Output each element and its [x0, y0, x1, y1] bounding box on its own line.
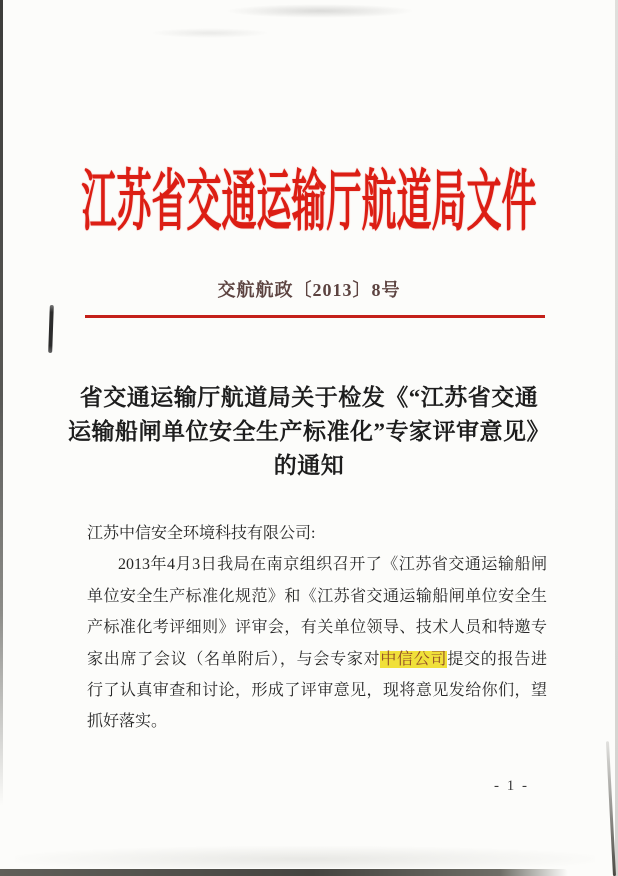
- document-number: 交航航政〔2013〕8号: [217, 280, 401, 300]
- body-text-segment: 提交的报告进: [447, 650, 547, 668]
- highlighted-text: 中信公司: [380, 650, 448, 668]
- scan-top-smudge: [150, 28, 270, 38]
- body-text-segment: 单位安全生产标准化规范》和《江苏省交通运输船闸单位安全生: [87, 587, 547, 605]
- body-text-segment: 产标准化考评细则》评审会，有关单位领导、技术人员和特邀专: [87, 619, 547, 637]
- body-line: [87, 581, 547, 612]
- body-text: [87, 518, 547, 738]
- scan-left-edge-shadow: [0, 0, 3, 876]
- pen-mark-annotation: [48, 305, 54, 353]
- red-letterhead-title: [0, 150, 618, 240]
- body-text-segment: 行了认真审查和讨论，形成了评审意见，现将意见发给你们，望: [87, 682, 547, 700]
- body-text-segment: 家出席了会议（名单附后），与会专家对: [87, 650, 381, 668]
- body-line: [87, 612, 547, 643]
- body-line: [87, 706, 547, 737]
- body-text-segment: 江苏中信安全环境科技有限公司:: [87, 525, 316, 542]
- notice-title-line: 的通知: [273, 453, 345, 478]
- notice-title-line: 运输船闸单位安全生产标准化”专家评审意见》: [68, 419, 550, 444]
- red-divider-line: [85, 315, 545, 318]
- body-line: [87, 549, 547, 580]
- agency-name: 江苏省交通运输厅航道局文件: [81, 165, 537, 240]
- body-text-segment: 2013年4月3日我局在南京组织召开了《江苏省交通运输船闸: [118, 556, 547, 574]
- notice-title-line: 省交通运输厅航道局关于检发《“江苏省交通: [79, 385, 539, 410]
- notice-title: [40, 381, 578, 483]
- body-text-segment: 抓好落实。: [87, 713, 168, 731]
- scan-bottom-shadow: [0, 869, 568, 876]
- body-line: [87, 675, 547, 706]
- scan-top-smudge: [225, 4, 415, 18]
- body-line: [87, 518, 547, 549]
- body-line: [87, 644, 547, 675]
- page-number: - 1 -: [494, 778, 529, 794]
- scan-bottom-wash: [15, 846, 595, 868]
